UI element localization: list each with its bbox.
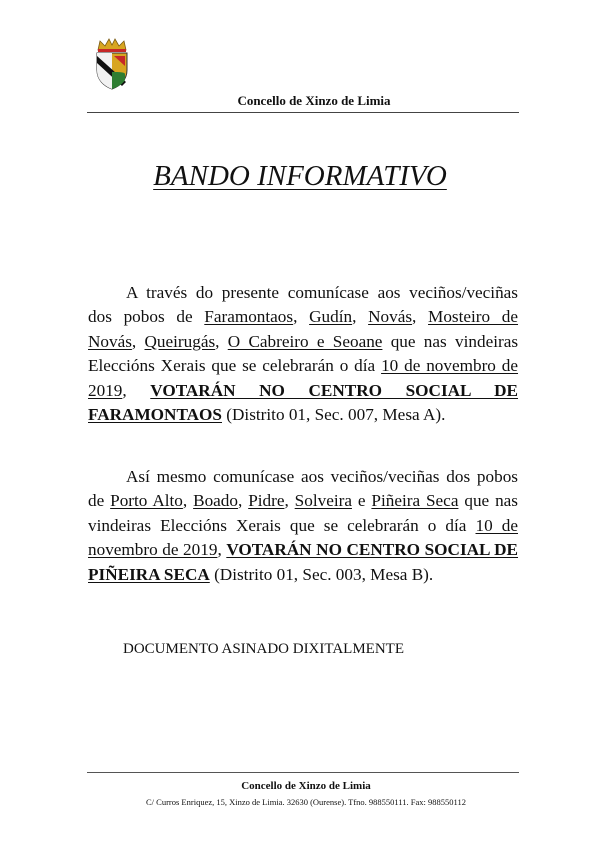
p1-village: Gudín	[309, 307, 353, 327]
footer-organization: Concello de Xinzo de Limia	[241, 780, 371, 792]
p2-village: Solveira	[294, 491, 352, 511]
p1-village: Novás	[368, 307, 413, 327]
p2-middle-text: que nas vindeiras Eleccións Xerais que se celebrarán o día	[88, 491, 518, 535]
p2-district-info: (Distrito 01, Sec. 003, Mesa B).	[209, 564, 434, 584]
header-organization: Concello de Xinzo de Limia	[237, 93, 391, 108]
p1-vote-notice: VOTARÁN NO CENTRO SOCIAL DE FARAMONTAOS	[88, 380, 519, 425]
p1-village: Mosteiro de Novás	[88, 307, 519, 351]
footer-divider	[87, 772, 519, 773]
paragraph-2: Así mesmo comunícase aos veciños/veciñas dos pobos de Porto Alto, Boado, Pidre, Solveira e Piñeira Seca que nas vindeiras Eleccións Xerais que se celebrarán o día 10 de novembro de 2019, VOTARÁN NO CENTRO SOCIAL DE PIÑEIRA SECA (Distrito 01, Sec. 003, Mesa B).	[88, 467, 519, 584]
header-divider	[87, 112, 519, 113]
p2-vote-notice: VOTARÁN NO CENTRO SOCIAL DE PIÑEIRA SECA	[88, 540, 519, 584]
p1-village: Queirugás	[144, 331, 216, 351]
footer-address: C/ Curros Enriquez, 15, Xinzo de Limia. 32630 (Ourense). Tfno. 988550111. Fax: 988550112	[146, 797, 466, 807]
p1-village: O Cabreiro e Seoane	[227, 331, 383, 351]
p1-election-date: 10 de novembro de 2019	[88, 356, 519, 400]
p1-intro: A través do presente comunícase aos veciños/veciñas dos pobos de	[88, 283, 518, 327]
p2-village: Pidre	[248, 491, 285, 511]
p1-middle-text: que nas vindeiras Eleccións Xerais que se celebrarán o día	[88, 331, 519, 376]
p2-intro: Así mesmo comunícase aos veciños/veciñas dos pobos de	[88, 467, 518, 511]
signature-note: DOCUMENTO ASINADO DIXITALMENTE	[123, 641, 405, 657]
p1-village: Faramontaos	[204, 307, 294, 327]
document-title: BANDO INFORMATIVO	[153, 160, 447, 192]
p1-district-info: (Distrito 01, Sec. 007, Mesa A).	[222, 405, 446, 425]
paragraph-1: A través do presente comunícase aos veciños/veciñas dos pobos de Faramontaos, Gudín, Novás, Mosteiro de Novás, Queirugás, O Cabreiro e Seoane que nas vindeiras Eleccións Xerais que se celebrarán o día 10 de novembro de 2019, VOTARÁN NO CENTRO SOCIAL DE FARAMONTAOS (Distrito 01, Sec. 007, Mesa A).	[88, 283, 519, 425]
p2-village: Boado	[193, 491, 238, 511]
p2-election-date: 10 de novembro de 2019	[88, 515, 518, 560]
p2-village: Porto Alto	[110, 491, 183, 511]
p2-village: Piñeira Seca	[371, 491, 459, 511]
municipal-crest-icon	[92, 36, 132, 90]
